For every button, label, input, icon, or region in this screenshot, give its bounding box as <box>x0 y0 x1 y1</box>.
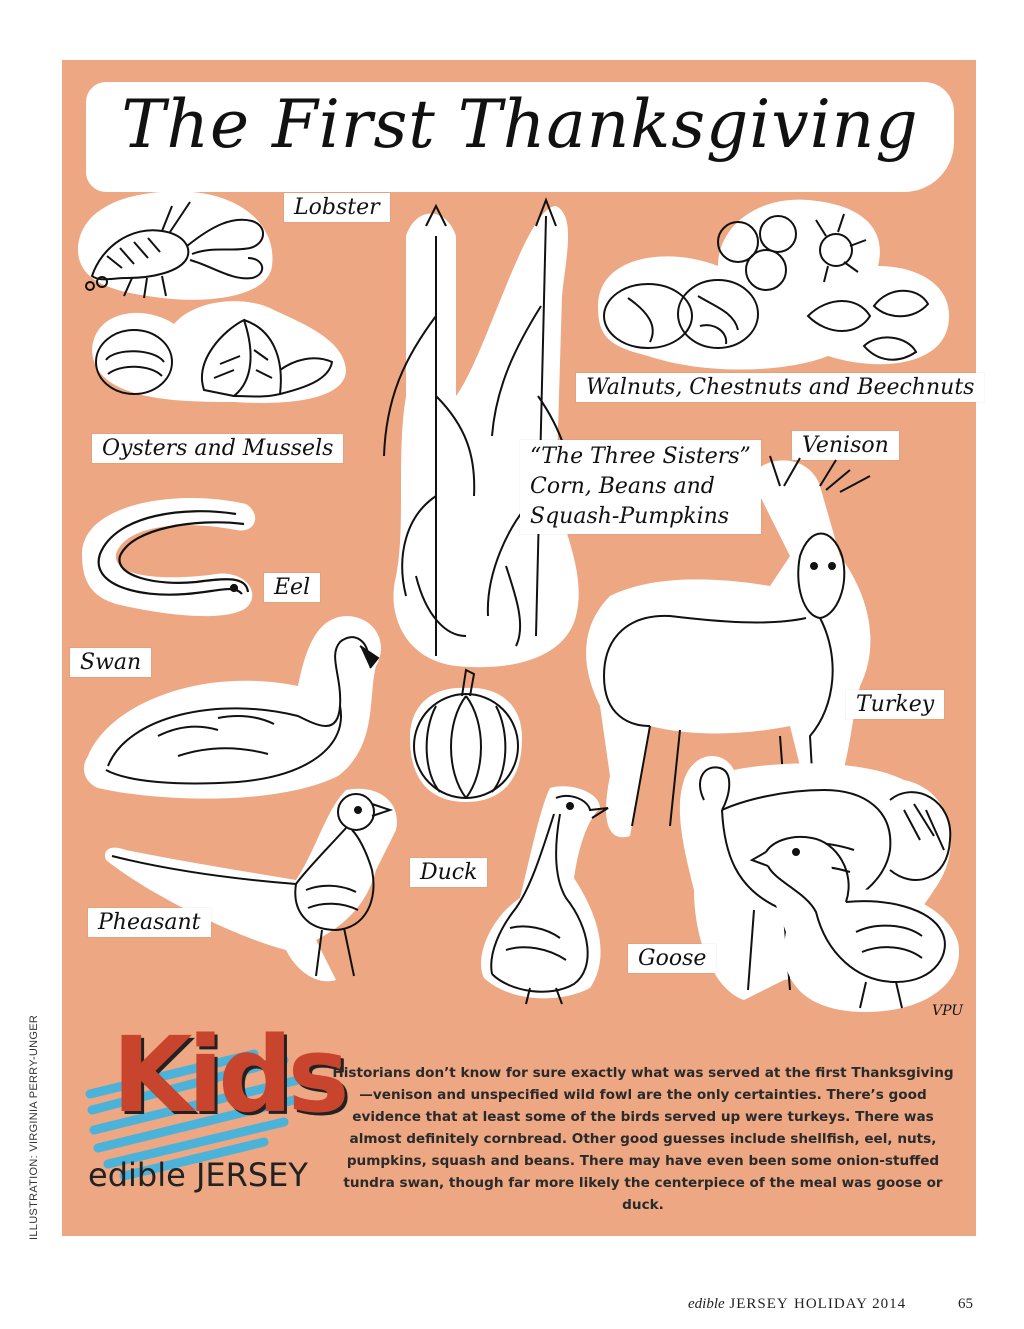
three-sisters-line-2: Corn, Beans and <box>530 474 715 499</box>
illustration-credit: ILLUSTRATION: VIRGINIA PERRY-UNGER <box>28 1014 40 1240</box>
footer-publication-prefix: edible <box>688 1296 725 1312</box>
edible-jersey-wordmark: edible JERSEY <box>88 1156 308 1194</box>
three-sisters-line-1: “The Three Sisters” <box>530 444 751 469</box>
page-footer <box>0 1288 1024 1318</box>
swan-label: Swan <box>70 648 151 677</box>
turkey-label: Turkey <box>846 690 944 719</box>
artist-initials: VPU <box>932 1003 964 1019</box>
page-title: The First Thanksgiving <box>121 86 919 163</box>
footer-publication-name: JERSEY <box>729 1296 789 1312</box>
footer-page-number: 65 <box>958 1296 973 1312</box>
eel-label: Eel <box>264 573 320 602</box>
nuts-illustration <box>588 186 958 376</box>
title-cutout <box>86 82 954 192</box>
lobster-illustration <box>72 186 282 306</box>
pheasant-label: Pheasant <box>88 908 211 937</box>
nuts-label: Walnuts, Chestnuts and Beechnuts <box>576 373 984 402</box>
oysters-mussels-illustration <box>84 290 354 410</box>
three-sisters-line-3: Squash-Pumpkins <box>530 504 730 529</box>
description-paragraph: Historians don’t know for sure exactly what was served at the first Thanksgiving—venison and unspecified wild fowl are the only certainties. There’s good evidence that at least some of the birds served up were turkeys. There was almost definitely cornbread. Other good guesses include shellfish, eel, nuts, pumpkins, squash and beans. There may have even been some onion-stuffed tundra swan, though far more likely the centerpiece of the meal was goose or duck. <box>332 1065 954 1213</box>
kids-edible-jersey-logo <box>84 1014 345 1214</box>
footer-publication <box>688 1296 789 1313</box>
duck-label: Duck <box>410 858 487 887</box>
kids-wordmark: Kids <box>112 1014 345 1136</box>
venison-label: Venison <box>792 431 899 460</box>
oysters-mussels-label: Oysters and Mussels <box>92 434 343 463</box>
footer-issue: HOLIDAY 2014 <box>794 1296 907 1312</box>
lobster-label: Lobster <box>284 193 390 222</box>
goose-illustration <box>470 778 620 1008</box>
duck-illustration <box>746 812 966 1022</box>
pheasant-illustration <box>96 780 416 990</box>
swan-illustration <box>78 606 398 806</box>
goose-label: Goose <box>628 944 716 973</box>
eel-illustration <box>76 484 266 624</box>
